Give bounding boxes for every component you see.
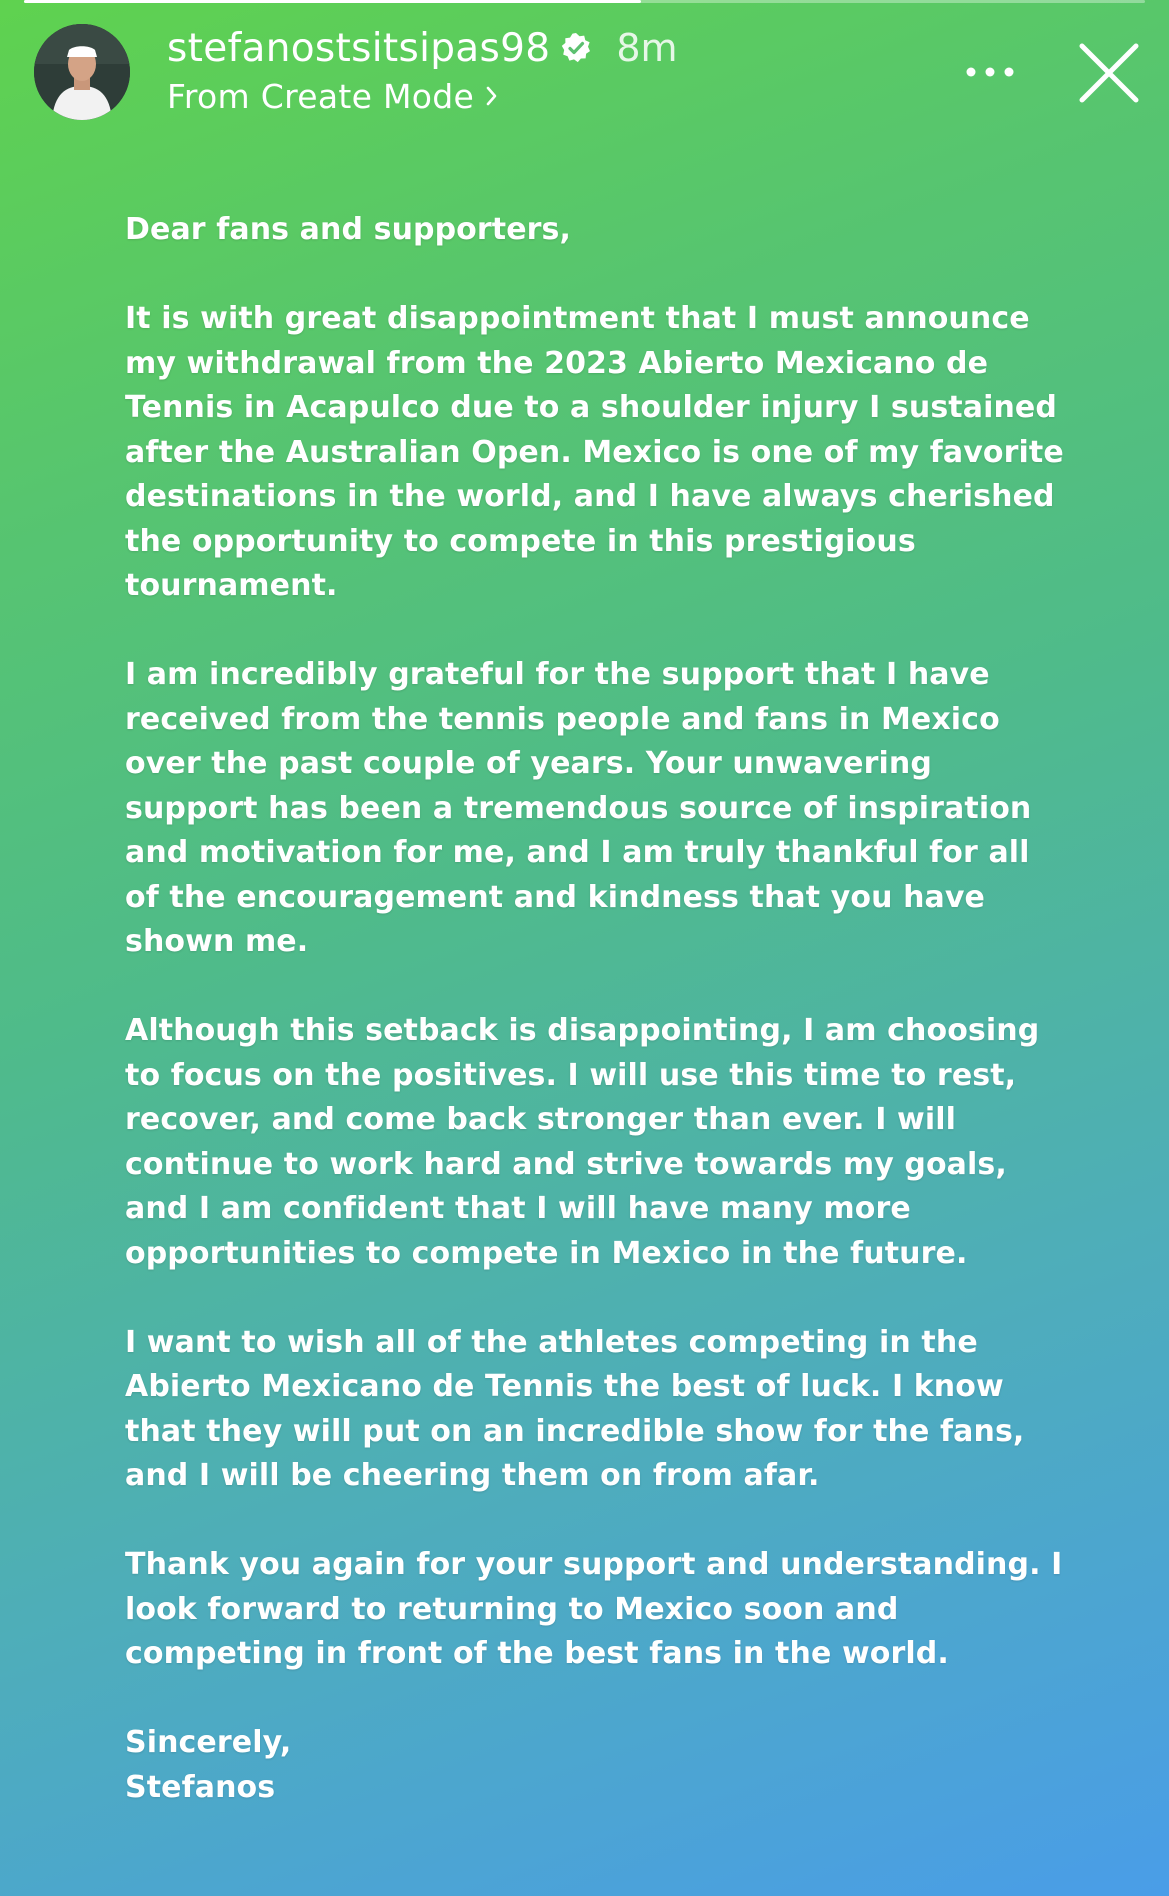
- story-text: [125, 208, 1065, 1810]
- close-icon: [1078, 42, 1140, 104]
- more-options-button[interactable]: [958, 52, 1022, 92]
- profile-photo-icon: [34, 24, 130, 120]
- verified-badge-icon: [560, 32, 592, 64]
- username[interactable]: stefanostsitsipas98: [167, 25, 551, 71]
- letter-paragraph: Thank you again for your support and understanding. I look forward to returning to Mexico soon and competing in front of the best fans in the world.: [125, 1547, 1063, 1671]
- letter-paragraph: Although this setback is disappointing, I am choosing to focus on the positives. I will use this time to rest, recover, and come back stronger than ever. I will continue to work hard and strive towards my goals, and I am confident that I will have many more opportunities to compete in Mexico in the future.: [125, 1013, 1040, 1271]
- chevron-right-icon: [484, 83, 500, 109]
- letter-signature: Stefanos: [125, 1769, 276, 1805]
- story-header: [0, 0, 1169, 140]
- letter-closing: Sincerely,: [125, 1725, 292, 1760]
- more-horizontal-icon: [965, 66, 1015, 78]
- source-link[interactable]: [167, 74, 678, 118]
- letter-paragraph: It is with great disappointment that I must announce my withdrawal from the 2023 Abierto Mexicano de Tennis in Acapulco due to a shoulder injury I sustained after the Australian Open. Mexico is one of my favorite destinations in the world, and I have always cherished the opportunity to compete in this prestigious tournament.: [125, 301, 1064, 603]
- letter-greeting: Dear fans and supporters,: [125, 212, 572, 247]
- source-label: From Create Mode: [167, 76, 475, 116]
- close-button[interactable]: [1074, 38, 1144, 108]
- letter-paragraph: I am incredibly grateful for the support that I have received from the tennis people and fans in Mexico over the past couple of years. Your unwavering support has been a tremendous source of inspiration and motivation for me, and I am truly thankful for all of the encouragement and kindness that you have shown me.: [125, 657, 1032, 959]
- letter-paragraph: I want to wish all of the athletes competing in the Abierto Mexicano de Tennis the best of luck. I know that they will put on an incredible show for the fans, and I will be cheering them on from afar.: [125, 1324, 1025, 1493]
- avatar[interactable]: [34, 24, 130, 120]
- post-time: 8m: [616, 26, 678, 70]
- user-info: [167, 22, 678, 118]
- username-row: [167, 22, 678, 74]
